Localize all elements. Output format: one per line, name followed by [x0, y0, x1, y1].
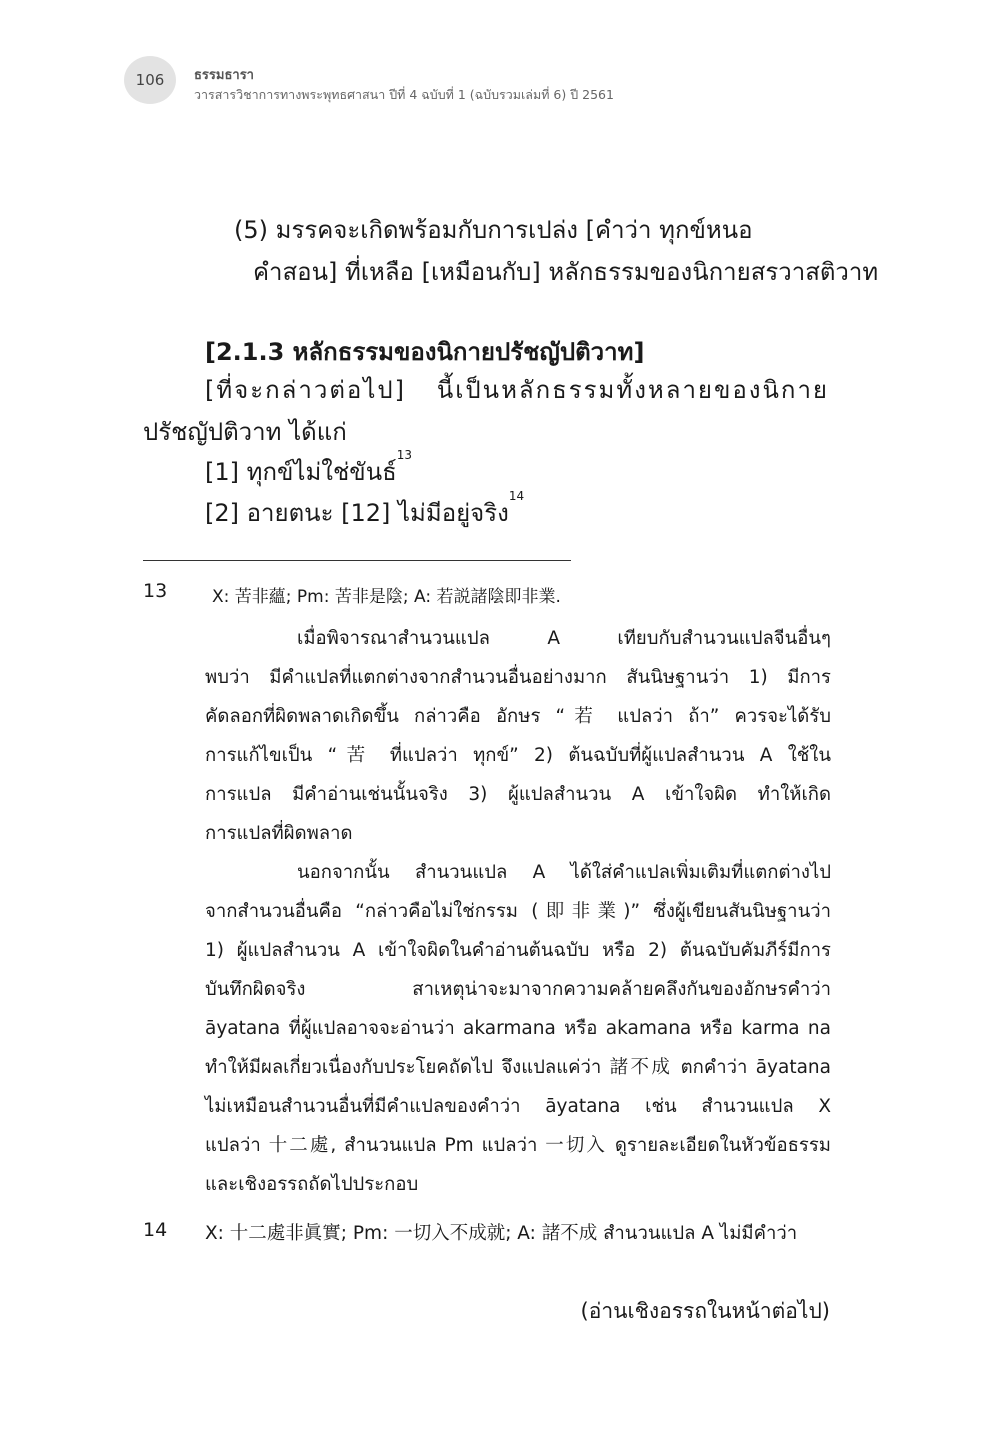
footnote-14-text: X: 十二處非眞實; Pm: 一切入不成就; A: 諸不成 สำนวนแปล A ไม่มีคำว่า — [205, 1223, 798, 1244]
journal-subtitle: วารสารวิชาการทางพระพุทธศาสนา ปีที่ 4 ฉบับที่ 1 (ฉบับรวมเล่มที่ 6) ปี 2561 — [194, 87, 614, 102]
footnote-13-line: การแปล มีคำอ่านเช่นนั้นจริง 3) ผู้แปลสำนวน A เข้าใจผิด ทำให้เกิด — [205, 784, 831, 805]
intro-line-1: [ที่จะกล่าวต่อไป] นี้เป็นหลักธรรมทั้งหลายของนิกาย — [205, 376, 829, 404]
footnote-13-line: เมื่อพิจารณาสำนวนแปล A เทียบกับสำนวนแปลจีนอื่นๆ — [297, 628, 831, 649]
footnote-13-line: นอกจากนั้น สำนวนแปล A ได้ใส่คำแปลเพิ่มเติมที่แตกต่างไป — [297, 862, 831, 883]
section-heading: [2.1.3 หลักธรรมของนิกายปรัชญัปติวาท] — [205, 338, 645, 366]
footnote-13-line: บันทึกผิดจริง สาเหตุน่าจะมาจากความคล้ายคลึงกันของอักษรคำว่า — [205, 979, 831, 1000]
footnote-13-number: 13 — [143, 580, 168, 602]
footnote-ref-13[interactable]: 13 — [396, 448, 413, 462]
footnote-13-line: ไม่เหมือนสำนวนอื่นที่มีคำแปลของคำว่า āyatana เช่น สำนวนแปล X — [205, 1096, 831, 1117]
footnote-13-line: แปลว่า 十二處, สำนวนแปล Pm แปลว่า 一切入 ดูรายละเอียดในหัวข้อธรรม — [205, 1135, 831, 1156]
footnote-13-line: คัดลอกที่ผิดพลาดเกิดขึ้น กล่าวคือ อักษร “若 แปลว่า ถ้า” ควรจะได้รับ — [205, 706, 831, 727]
footnote-13-line: จากสำนวนอื่นคือ “กล่าวคือไม่ใช่กรรม (即非業)” ซึ่งผู้เขียนสันนิษฐานว่า — [205, 901, 831, 922]
list-item-1 — [205, 448, 413, 491]
footnote-13-head: X: 苦非蘊; Pm: 苦非是陰; A: 若説諸陰即非業. — [212, 587, 561, 607]
list-item-2 — [205, 489, 525, 532]
intro-line-2: ปรัชญัปติวาท ได้แก่ — [143, 418, 347, 446]
footnote-ref-14[interactable]: 14 — [508, 489, 525, 503]
list-item-2-text: [2] อายตนะ [12] ไม่มีอยู่จริง — [205, 499, 509, 527]
list-item-1-text: [1] ทุกข์ไม่ใช่ขันธ์ — [205, 458, 397, 486]
footnote-13-line: 1) ผู้แปลสำนวน A เข้าใจผิดในคำอ่านต้นฉบับ หรือ 2) ต้นฉบับคัมภีร์มีการ — [205, 940, 831, 961]
journal-title: ธรรมธารา — [194, 68, 254, 83]
page-number: 106 — [124, 56, 176, 104]
footnote-14-number: 14 — [143, 1219, 168, 1241]
footnote-13-line: การแก้ไขเป็น “苦 ที่แปลว่า ทุกข์” 2) ต้นฉบับที่ผู้แปลสำนวน A ใช้ใน — [205, 745, 831, 766]
footnote-13-line: การแปลที่ผิดพลาด — [205, 823, 353, 844]
footnote-13-line: āyatana ที่ผู้แปลอาจจะอ่านว่า akarmana หรือ akamana หรือ karma na — [205, 1018, 831, 1039]
footnote-13-line: พบว่า มีคำแปลที่แตกต่างจากสำนวนอื่นอย่างมาก สันนิษฐานว่า 1) มีการ — [205, 667, 831, 688]
point-5-line-1: (5) มรรคจะเกิดพร้อมกับการเปล่ง [คำว่า ทุกข์หนอ — [234, 216, 753, 244]
footnote-13-line: ทำให้มีผลเกี่ยวเนื่องกับประโยคถัดไป จึงแปลแค่ว่า 諸不成 ตกคำว่า āyatana — [205, 1057, 831, 1078]
footnote-13-line: และเชิงอรรถถัดไปประกอบ — [205, 1174, 419, 1195]
continued-note: (อ่านเชิงอรรถในหน้าต่อไป) — [580, 1299, 830, 1323]
point-5-line-2: คำสอน] ที่เหลือ [เหมือนกับ] หลักธรรมของนิกายสรวาสติวาท — [253, 258, 879, 286]
footnote-separator — [143, 560, 571, 561]
